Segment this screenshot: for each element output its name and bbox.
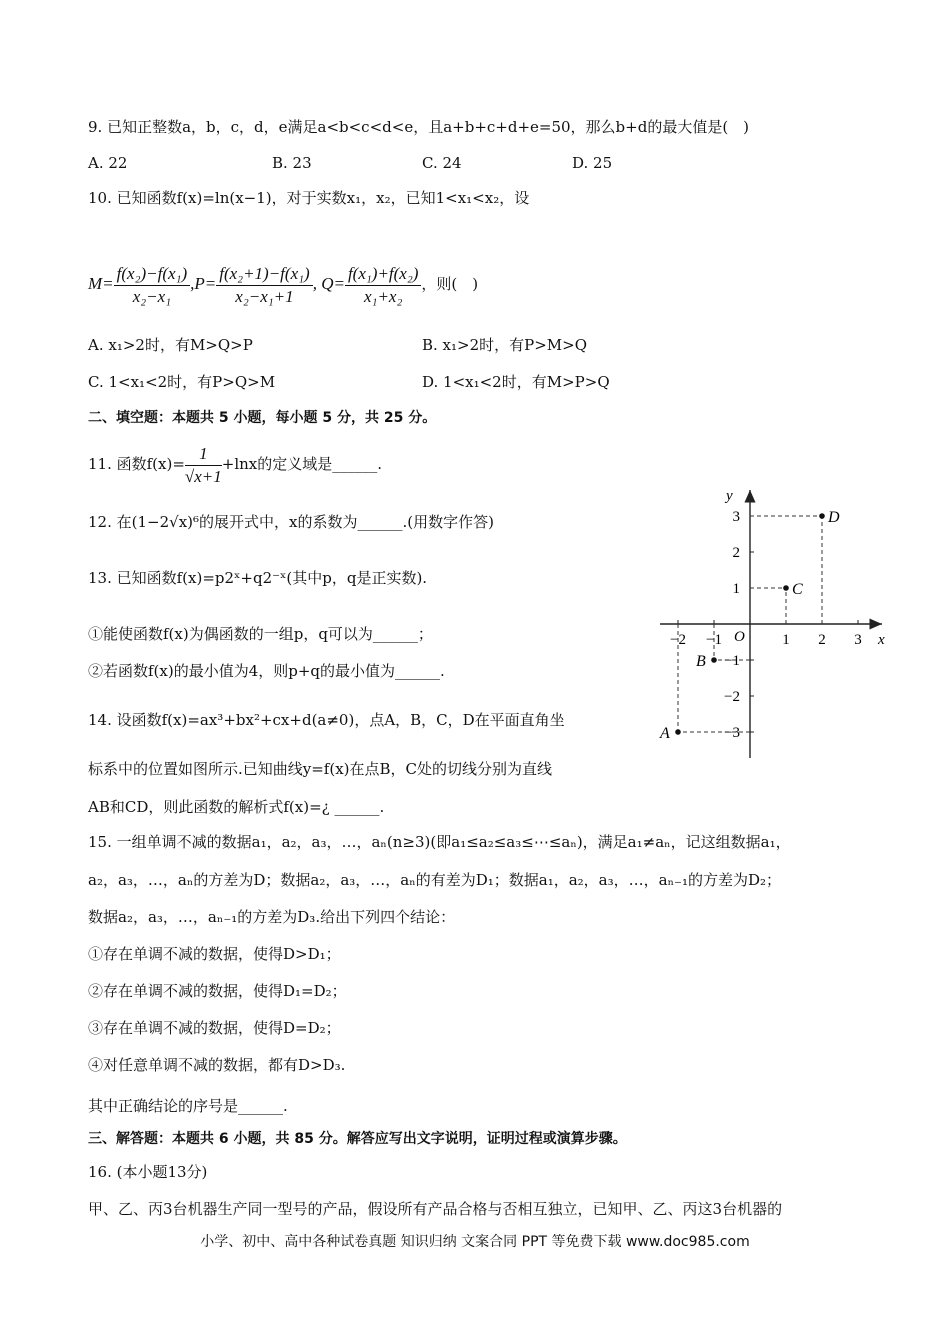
section-3-heading: 三、解答题：本题共 6 小题，共 85 分。解答应写出文字说明，证明过程或演算步骤。 [88, 1131, 627, 1147]
q-fraction [345, 263, 421, 308]
origin-label: O [734, 629, 745, 645]
q15-item-4: ④对任意单调不减的数据，都有D>D₃. [88, 1056, 346, 1074]
point-a-label: A [660, 725, 670, 742]
section-2-heading: 二、填空题：本题共 5 小题，每小题 5 分，共 25 分。 [88, 410, 437, 426]
q10-option-c: C. 1<x₁<2时，有P>Q>M [88, 373, 276, 391]
y-tick-label: −3 [724, 725, 740, 741]
q9-option-c: C. 24 [422, 154, 462, 172]
q15-line-2: a₂，a₃，…，aₙ的方差为D；数据a₂，a₃，…，aₙ的有差为D₁；数据a₁，a₂，a₃，…，aₙ₋₁的方差为D₂； [88, 871, 782, 889]
q11-post: +lnx的定义域是______. [221, 455, 383, 473]
p-lhs: ,P= [190, 274, 217, 293]
q9-stem: 9. 已知正整数a，b，c，d，e满足a<b<c<d<e，且a+b+c+d+e=50，那么b+d的最大值是( ) [88, 118, 750, 136]
point-b [711, 657, 717, 663]
q10-option-a: A. x₁>2时，有M>Q>P [88, 336, 253, 354]
q10-option-d: D. 1<x₁<2时，有M>P>Q [422, 373, 610, 391]
page-footer: 小学、初中、高中各种试卷真题 知识归纳 文案合同 PPT 等免费下载 www.doc985.com [200, 1234, 750, 1250]
q15-item-1: ①存在单调不减的数据，使得D>D₁； [88, 945, 341, 963]
point-a [675, 729, 681, 735]
y-tick-label: −1 [724, 653, 740, 669]
x-tick-label: −1 [706, 632, 722, 648]
q9-option-b: B. 23 [272, 154, 312, 172]
q10-option-b: B. x₁>2时，有P>M>Q [422, 336, 588, 354]
point-d [819, 513, 825, 519]
q-lhs: , Q= [312, 274, 345, 293]
q10-stem: 10. 已知函数f(x)=ln(x−1)，对于实数x₁，x₂，已知1<x₁<x₂，设 [88, 189, 530, 207]
q16-head: 16. (本小题13分) [88, 1163, 208, 1181]
q15-line-1: 15. 一组单调不减的数据a₁，a₂，a₃，…，aₙ(n≥3)(即a₁≤a₂≤a₃≤⋯≤aₙ)，满足a₁≠aₙ，记这组数据a₁， [88, 833, 791, 851]
point-c-label: C [792, 581, 803, 598]
y-tick-label: 2 [732, 545, 740, 561]
q12: 12. 在(1−2√x)⁶的展开式中，x的系数为______.(用数字作答) [88, 513, 494, 531]
q15-item-3: ③存在单调不减的数据，使得D=D₂； [88, 1019, 341, 1037]
x-axis-label: x [878, 632, 885, 648]
y-tick-label: 3 [732, 509, 740, 525]
q13-item-1: ①能使函数f(x)为偶函数的一组p，q可以为______； [88, 625, 433, 643]
m-denominator: x₂−x₁ [132, 286, 172, 306]
q-numerator: f(x₁)+f(x₂) [345, 263, 421, 286]
m-fraction [114, 263, 190, 308]
point-d-label: D [828, 509, 840, 526]
q11-fraction [185, 443, 222, 488]
q15-item-2: ②存在单调不减的数据，使得D₁=D₂； [88, 982, 347, 1000]
x-tick-label: −2 [670, 632, 686, 648]
x-tick-label: 1 [782, 632, 790, 648]
q11-numerator: 1 [185, 443, 222, 466]
q11-denominator: √x+1 [184, 466, 222, 486]
q-denominator: x₁+x₂ [363, 286, 403, 306]
point-b-label: B [696, 653, 706, 670]
q10-tail: ，则( ) [421, 275, 479, 293]
q11-pre: 11. 函数f(x)= [88, 455, 185, 473]
x-tick-label: 2 [818, 632, 826, 648]
x-tick-label: 3 [854, 632, 862, 648]
q10-definitions [88, 258, 478, 310]
q9-option-d: D. 25 [572, 154, 613, 172]
point-c [783, 585, 789, 591]
q9-option-a: A. 22 [88, 154, 128, 172]
q14-line-3: AB和CD，则此函数的解析式f(x)=¿ ______. [88, 798, 385, 816]
q14-line-1: 14. 设函数f(x)=ax³+bx²+cx+d(a≠0)，点A，B，C，D在平面直角坐 [88, 711, 565, 729]
q16-line-1: 甲、乙、丙3台机器生产同一型号的产品，假设所有产品合格与否相互独立，已知甲、乙、丙这3台机器的 [88, 1200, 783, 1218]
q14-line-2: 标系中的位置如图所示.已知曲线y=f(x)在点B，C处的切线分别为直线 [88, 760, 553, 778]
m-numerator: f(x₂)−f(x₁) [114, 263, 190, 286]
q15-answer: 其中正确结论的序号是______. [88, 1097, 288, 1115]
y-tick-label: −2 [724, 689, 740, 705]
y-axis-label: y [726, 488, 733, 504]
coordinate-figure [650, 480, 910, 770]
q13-item-2: ②若函数f(x)的最小值为4，则p+q的最小值为______. [88, 662, 445, 680]
q15-line-3: 数据a₂，a₃，…，aₙ₋₁的方差为D₃.给出下列四个结论： [88, 908, 456, 926]
y-tick-label: 1 [732, 581, 740, 597]
q13-stem: 13. 已知函数f(x)=p2ˣ+q2⁻ˣ(其中p，q是正实数). [88, 569, 428, 587]
q11 [88, 440, 382, 488]
m-lhs: M= [88, 274, 114, 293]
p-numerator: f(x₂+1)−f(x₁) [216, 263, 312, 286]
p-fraction [216, 263, 312, 308]
p-denominator: x₂−x₁+1 [235, 286, 294, 306]
